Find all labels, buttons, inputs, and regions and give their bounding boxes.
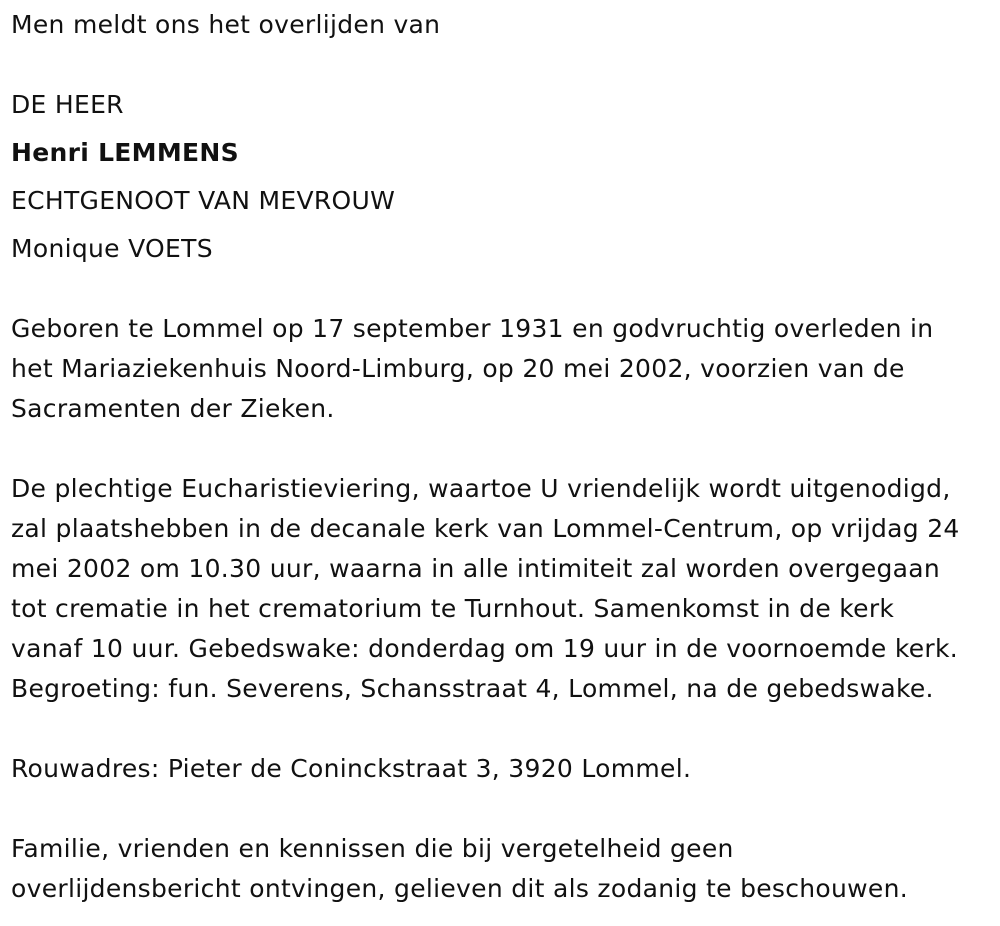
closing-paragraph-line: Familie, vrienden en kennissen die bij vergetelheid geen (11, 834, 734, 863)
ceremony-paragraph-line: Begroeting: fun. Severens, Schansstraat 4, Lommel, na de gebedswake. (11, 674, 934, 703)
title-line: DE HEER (11, 90, 124, 119)
ceremony-paragraph-line: zal plaatshebben in de decanale kerk van Lommel-Centrum, op vrijdag 24 (11, 514, 960, 543)
birth-paragraph-line: Sacramenten der Zieken. (11, 394, 335, 423)
ceremony-paragraph-line: vanaf 10 uur. Gebedswake: donderdag om 19 uur in de voornoemde kerk. (11, 634, 959, 663)
ceremony-paragraph-line: tot crematie in het crematorium te Turnhout. Samenkomst in de kerk (11, 594, 895, 623)
ceremony-paragraph-line: mei 2002 om 10.30 uur, waarna in alle intimiteit zal worden overgegaan (11, 554, 941, 583)
deceased-name: Henri LEMMENS (11, 138, 239, 167)
ceremony-paragraph-line: De plechtige Eucharistieviering, waartoe U vriendelijk wordt uitgenodigd, (11, 474, 951, 503)
birth-paragraph-line: het Mariaziekenhuis Noord-Limburg, op 20 mei 2002, voorzien van de (11, 354, 905, 383)
closing-paragraph-line: overlijdensbericht ontvingen, gelieven dit als zodanig te beschouwen. (11, 874, 908, 903)
spouse-title: ECHTGENOOT VAN MEVROUW (11, 186, 396, 215)
intro-text: Men meldt ons het overlijden van (11, 10, 441, 39)
mourning-address: Rouwadres: Pieter de Coninckstraat 3, 3920 Lommel. (11, 754, 692, 783)
spouse-name: Monique VOETS (11, 234, 213, 263)
birth-paragraph-line: Geboren te Lommel op 17 september 1931 en godvruchtig overleden in (11, 314, 934, 343)
